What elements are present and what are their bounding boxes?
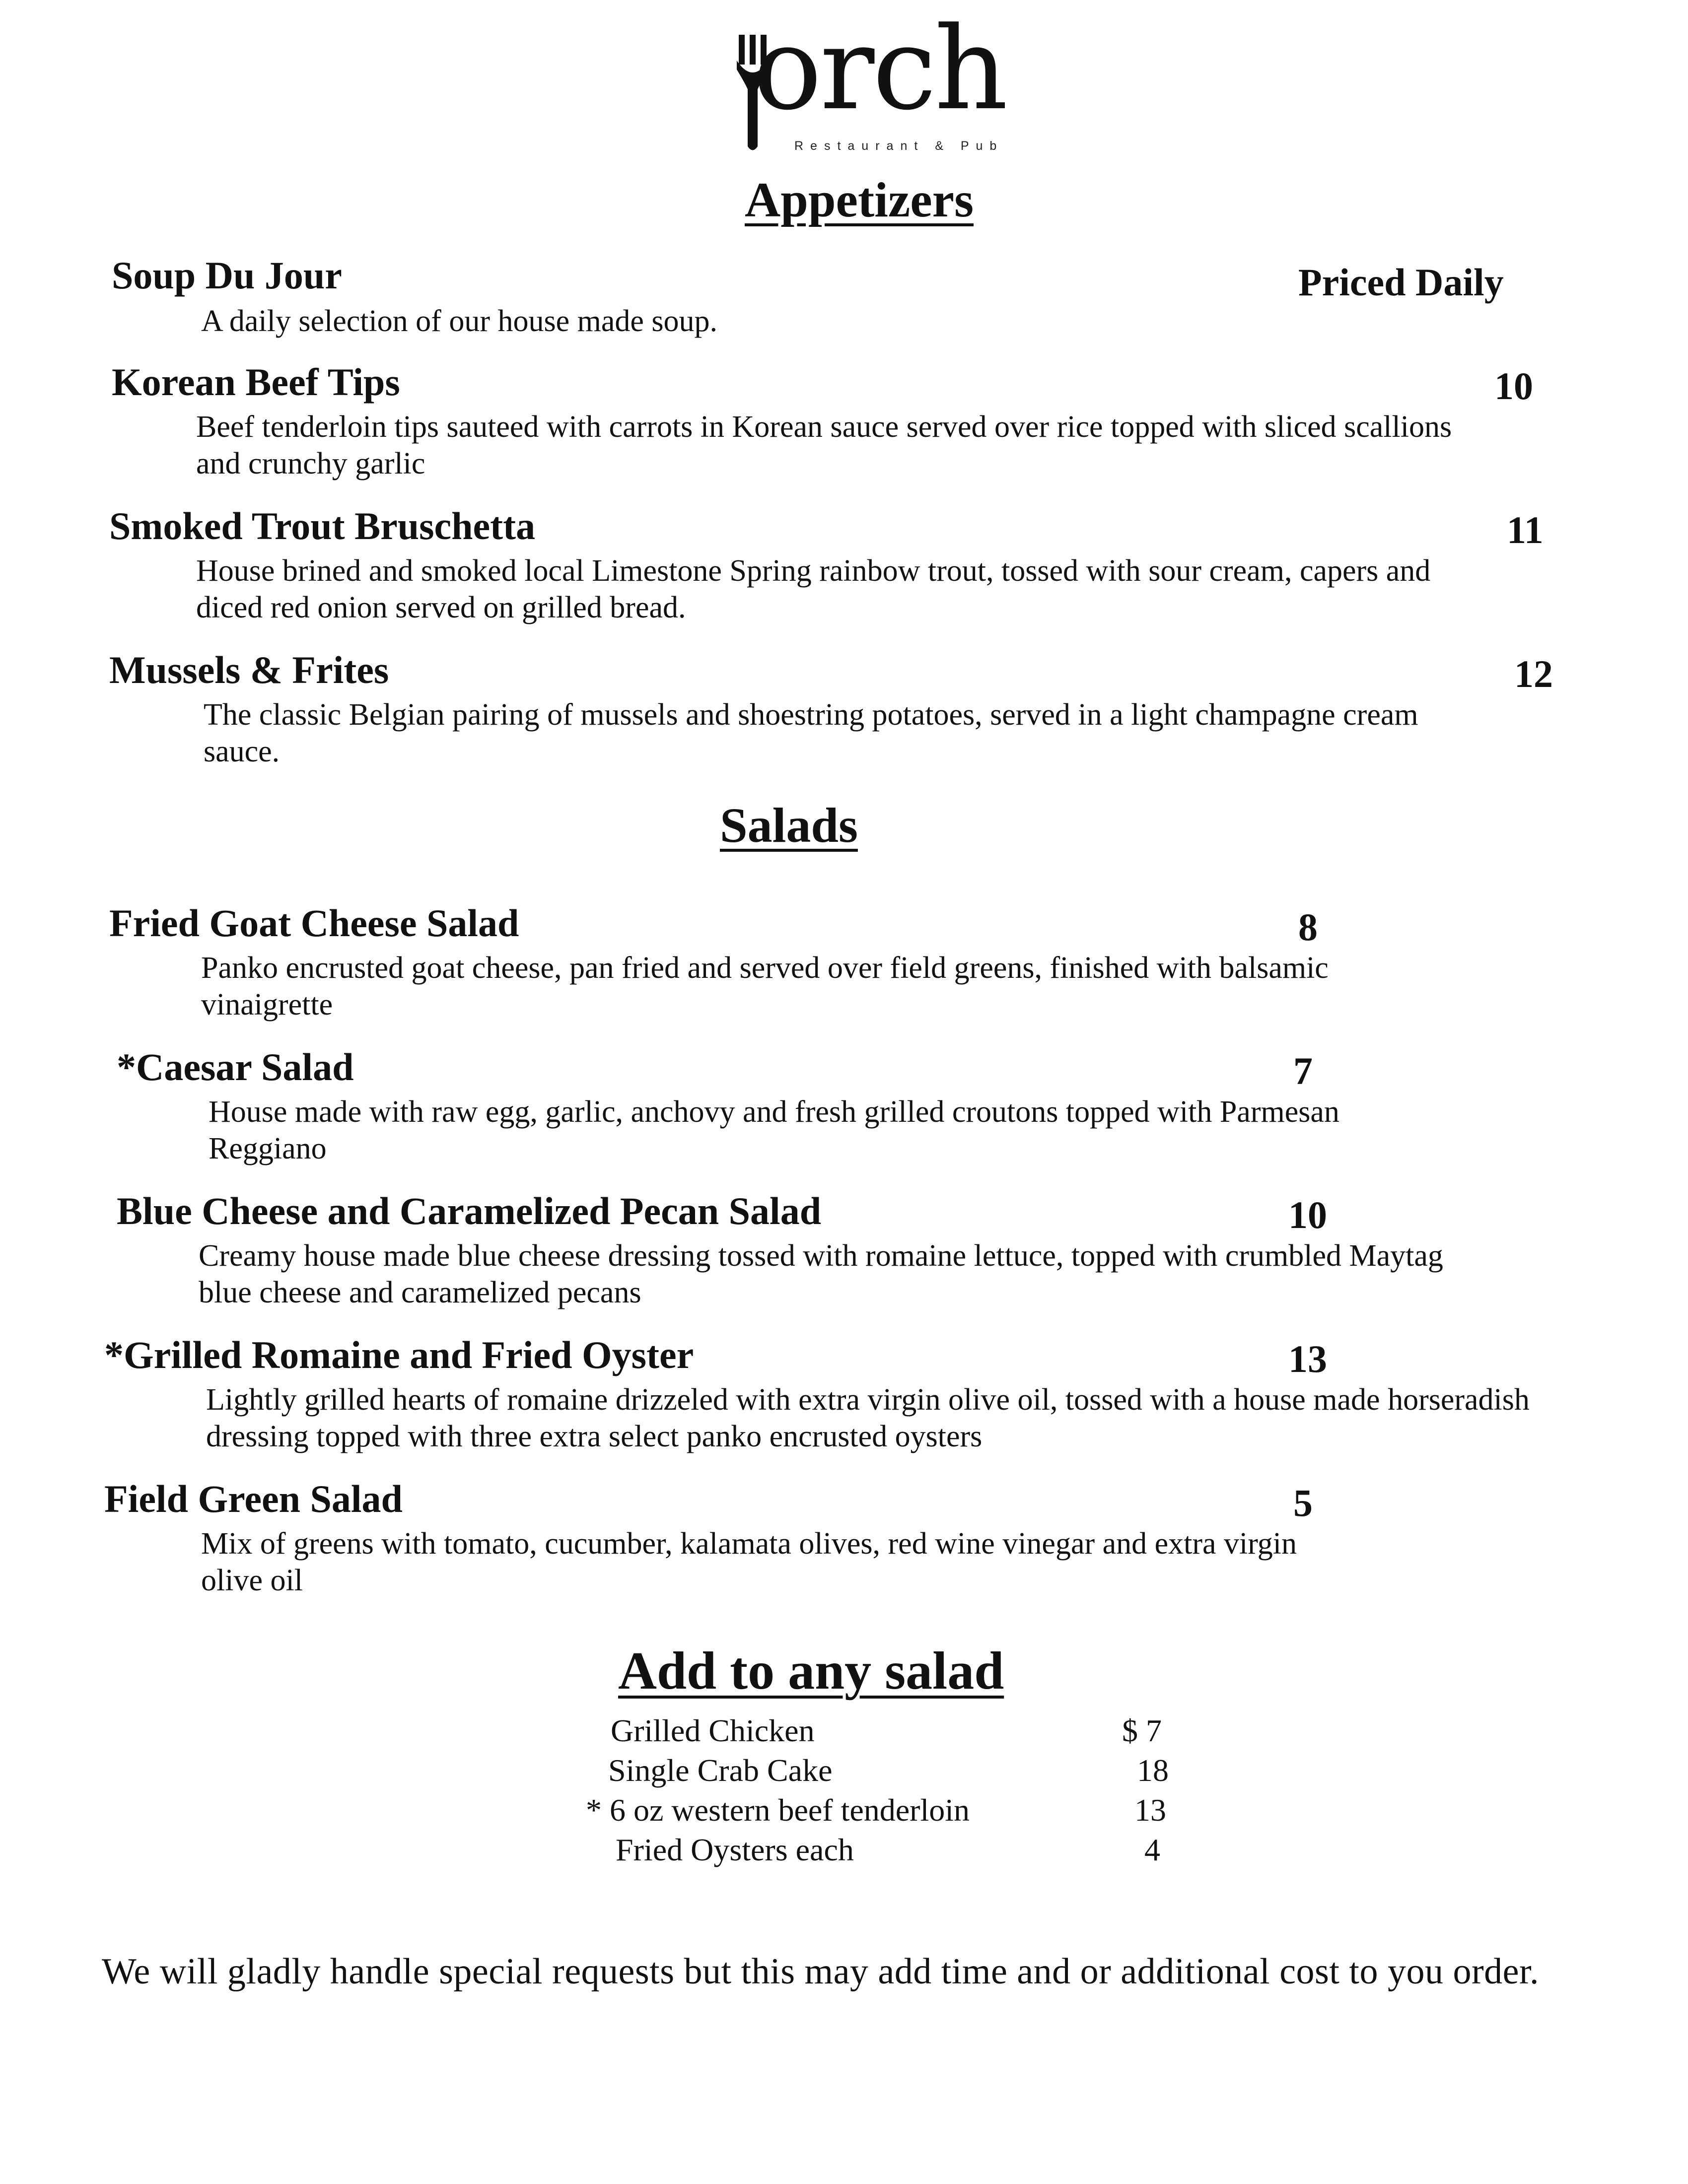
- addon-name: * 6 oz western beef tenderloin: [586, 1792, 970, 1828]
- addon-price: 18: [1137, 1753, 1169, 1788]
- item-description: Panko encrusted goat cheese, pan fried and served over field greens, finished with balsamic vinaigrette: [201, 951, 1329, 1022]
- item-price: 13: [1288, 1337, 1327, 1380]
- item-price: 5: [1293, 1481, 1313, 1524]
- item-name: Soup Du Jour: [112, 254, 342, 297]
- addon-name: Grilled Chicken: [611, 1713, 815, 1748]
- item-price: Priced Daily: [1298, 261, 1504, 304]
- item-name: Fried Goat Cheese Salad: [109, 901, 519, 945]
- item-price: 10: [1288, 1193, 1327, 1236]
- item-price: 8: [1298, 905, 1318, 949]
- porch-logo: [717, 3, 1025, 159]
- addon-name: Fried Oysters each: [616, 1832, 854, 1867]
- item-description: Mix of greens with tomato, cucumber, kalamata olives, red wine vinegar and extra virgin olive oil: [201, 1527, 1297, 1597]
- item-description: Lightly grilled hearts of romaine drizzeled with extra virgin olive oil, tossed with a house made horseradish dressing topped with three extra select panko encrusted oysters: [206, 1383, 1530, 1453]
- logo-subtitle: Restaurant & Pub: [794, 139, 1004, 153]
- item-description: Creamy house made blue cheese dressing tossed with romaine lettuce, topped with crumbled Maytag blue cheese and caramelized pecans: [199, 1239, 1443, 1309]
- item-name: Field Green Salad: [104, 1477, 403, 1520]
- addon-item: [586, 1712, 1231, 1752]
- addon-item: [586, 1792, 1231, 1832]
- item-name: *Grilled Romaine and Fried Oyster: [104, 1333, 694, 1376]
- item-name: Smoked Trout Bruschetta: [109, 504, 536, 547]
- special-requests-note: We will gladly handle special requests but this may add time and or additional cost to you order.: [102, 1951, 1540, 1992]
- item-name: Korean Beef Tips: [112, 360, 400, 404]
- item-description: Beef tenderloin tips sauteed with carrots in Korean sauce served over rice topped with sliced scallions and crunchy garlic: [196, 410, 1452, 480]
- item-name: *Caesar Salad: [117, 1045, 354, 1089]
- add-to-salad-heading: Add to any salad: [618, 1641, 1004, 1701]
- addon-price: 13: [1134, 1792, 1166, 1828]
- item-description: The classic Belgian pairing of mussels and shoestring potatoes, served in a light champagne cream sauce.: [204, 698, 1418, 768]
- addon-name: Single Crab Cake: [608, 1753, 833, 1788]
- addon-price: 4: [1144, 1832, 1160, 1867]
- item-name: Blue Cheese and Caramelized Pecan Salad: [117, 1189, 822, 1232]
- item-name: Mussels & Frites: [109, 648, 389, 691]
- item-price: 12: [1514, 652, 1553, 695]
- item-price: 7: [1293, 1049, 1313, 1092]
- logo-wordmark: orch: [753, 3, 1006, 136]
- item-description: House made with raw egg, garlic, anchovy and fresh grilled croutons topped with Parmesan Reggiano: [209, 1095, 1339, 1165]
- item-description: A daily selection of our house made soup.: [201, 304, 718, 338]
- addon-item: [586, 1832, 1231, 1871]
- addon-price: $ 7: [1122, 1713, 1162, 1748]
- item-description: House brined and smoked local Limestone Spring rainbow trout, tossed with sour cream, capers and diced red onion served on grilled bread.: [196, 554, 1431, 624]
- appetizers-heading: Appetizers: [745, 172, 974, 227]
- salads-heading: Salads: [720, 798, 858, 853]
- item-price: 11: [1507, 508, 1544, 551]
- item-price: 10: [1494, 364, 1533, 408]
- addon-item: [586, 1752, 1231, 1792]
